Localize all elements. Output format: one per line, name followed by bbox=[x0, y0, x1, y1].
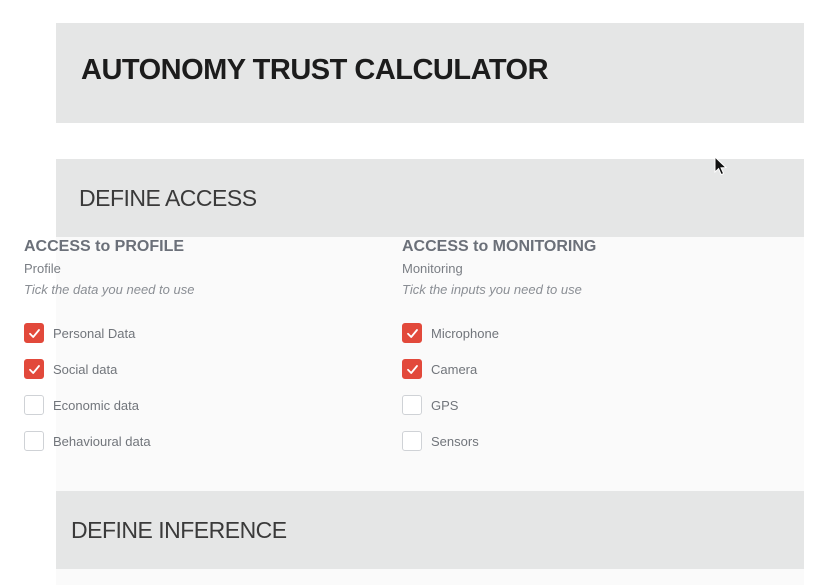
profile-option-behavioural-data[interactable] bbox=[24, 423, 354, 459]
title-band bbox=[56, 23, 804, 123]
access-profile-heading: ACCESS to PROFILE bbox=[24, 238, 185, 255]
checkbox[interactable] bbox=[24, 323, 44, 343]
option-label: Social data bbox=[53, 361, 118, 377]
define-access-header bbox=[56, 159, 804, 237]
define-inference-header[interactable] bbox=[56, 491, 804, 569]
access-monitoring-subheading: Monitoring bbox=[402, 261, 463, 276]
profile-option-social-data[interactable] bbox=[24, 351, 354, 387]
checkbox[interactable] bbox=[24, 359, 44, 379]
monitoring-option-gps[interactable] bbox=[402, 387, 732, 423]
define-access-title: DEFINE ACCESS bbox=[79, 185, 257, 211]
spacer bbox=[56, 123, 804, 159]
check-icon bbox=[406, 327, 419, 340]
monitoring-option-microphone[interactable] bbox=[402, 315, 732, 351]
checkbox[interactable] bbox=[402, 323, 422, 343]
checkbox[interactable] bbox=[24, 395, 44, 415]
monitoring-option-sensors[interactable] bbox=[402, 423, 732, 459]
profile-option-economic-data[interactable] bbox=[24, 387, 354, 423]
access-monitoring-hint: Tick the inputs you need to use bbox=[402, 282, 582, 297]
check-icon bbox=[28, 363, 41, 376]
access-monitoring-heading: ACCESS to MONITORING bbox=[402, 238, 597, 255]
mouse-pointer-icon bbox=[714, 156, 728, 176]
define-inference-title: DEFINE INFERENCE bbox=[71, 517, 287, 543]
check-icon bbox=[406, 363, 419, 376]
checkbox[interactable] bbox=[24, 431, 44, 451]
monitoring-option-camera[interactable] bbox=[402, 351, 732, 387]
access-monitoring-group bbox=[402, 236, 732, 459]
option-label: Personal Data bbox=[53, 325, 136, 341]
access-profile-subheading: Profile bbox=[24, 261, 61, 276]
access-profile-hint: Tick the data you need to use bbox=[24, 282, 195, 297]
access-profile-group bbox=[24, 236, 354, 459]
page-title: AUTONOMY TRUST CALCULATOR bbox=[81, 54, 549, 86]
checkbox[interactable] bbox=[402, 395, 422, 415]
check-icon bbox=[28, 327, 41, 340]
checkbox[interactable] bbox=[402, 431, 422, 451]
option-label: Microphone bbox=[431, 325, 499, 341]
option-label: Behavioural data bbox=[53, 433, 151, 449]
profile-option-personal-data[interactable] bbox=[24, 315, 354, 351]
option-label: Sensors bbox=[431, 433, 479, 449]
option-label: Camera bbox=[431, 361, 478, 377]
option-label: GPS bbox=[431, 397, 459, 413]
option-label: Economic data bbox=[53, 397, 139, 413]
checkbox[interactable] bbox=[402, 359, 422, 379]
